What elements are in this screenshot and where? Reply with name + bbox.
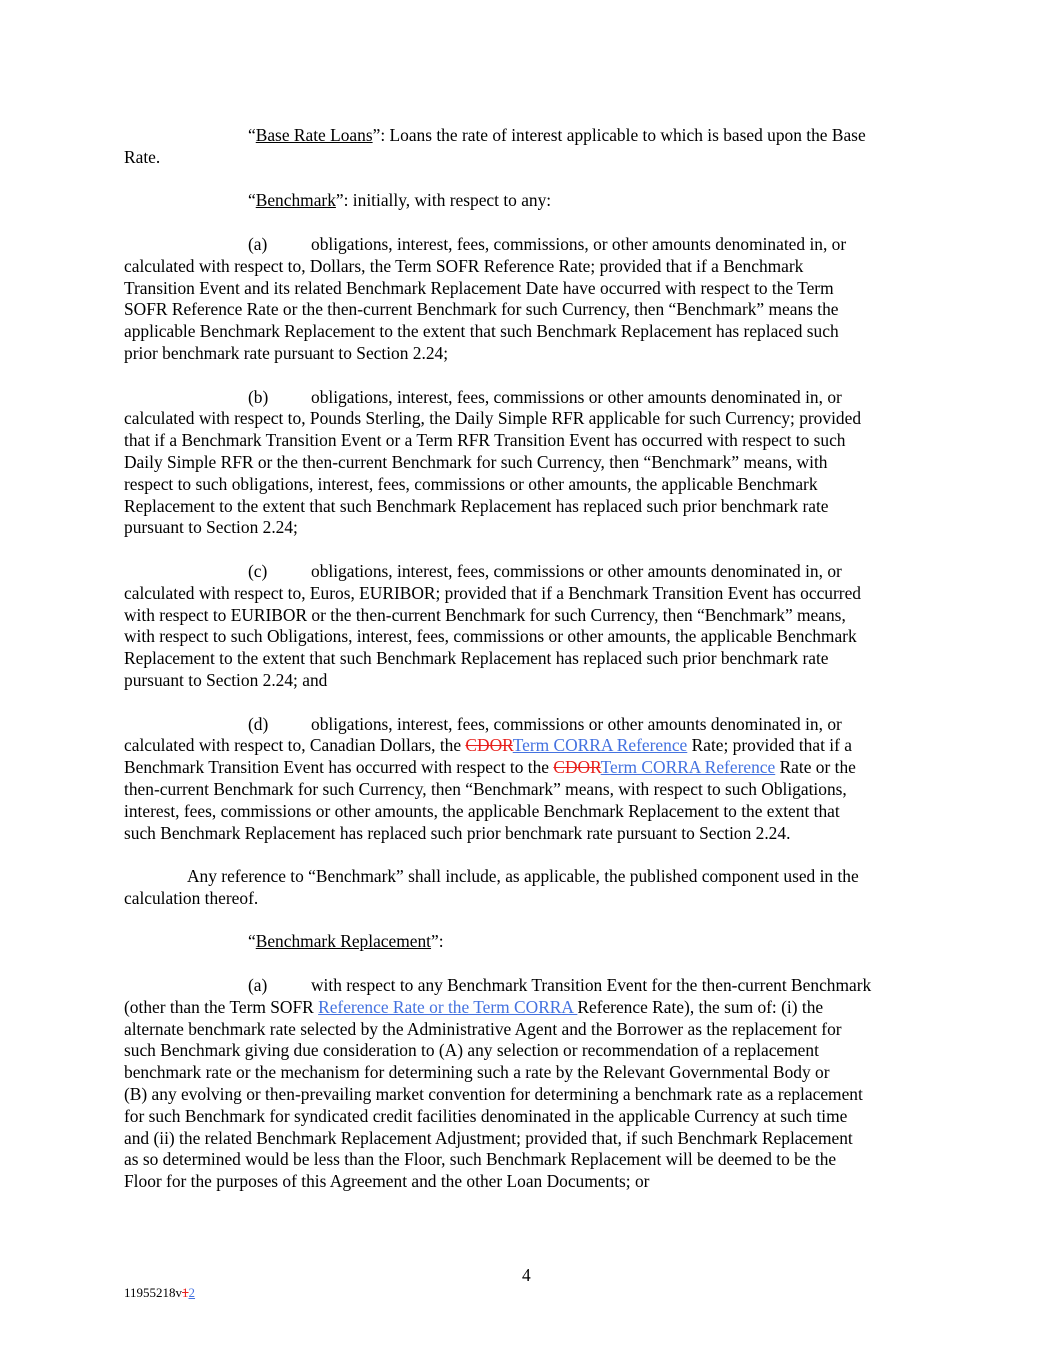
text-line (124, 299, 944, 321)
text-line (124, 256, 944, 278)
text-line (124, 387, 944, 409)
text: obligations, interest, fees, commissions or other amounts denominated in, or (311, 386, 842, 407)
text-line (124, 823, 944, 845)
text: with respect to such Obligations, interest, fees, commissions or other amounts, the applicable Benchmark (124, 626, 857, 647)
text: Rate or the (775, 757, 856, 778)
text-line (124, 626, 944, 648)
text-line (124, 1062, 944, 1084)
page-number: 4 (522, 1265, 531, 1285)
defined-term: Benchmark (255, 190, 336, 211)
text-line (124, 1040, 944, 1062)
text-line (124, 975, 944, 997)
defined-term: Benchmark Replacement (255, 931, 432, 952)
text-line (124, 583, 944, 605)
text: “ (248, 931, 256, 952)
clause-label: (b) (248, 386, 269, 407)
text: pursuant to Section 2.24; (124, 517, 298, 538)
doc-id-inserted: 2 (188, 1285, 196, 1300)
text-line (124, 1171, 944, 1193)
text: obligations, interest, fees, commissions, or other amounts denominated in, or (311, 233, 847, 254)
document-body (124, 125, 944, 1215)
definition-paragraph (124, 125, 944, 169)
clause-label: (a) (248, 975, 268, 996)
text-line (124, 1106, 944, 1128)
text: calculated with respect to, Dollars, the Term SOFR Reference Rate; provided that if a Benchmark (124, 255, 804, 276)
text-line (124, 931, 944, 953)
text: for such Benchmark for syndicated credit facilities denominated in the applicable Currency at such time (124, 1105, 848, 1126)
text: calculated with respect to, Euros, EURIBOR; provided that if a Benchmark Transition Event has occurred (124, 582, 861, 603)
text: calculation thereof. (124, 887, 259, 908)
text: that if a Benchmark Transition Event or a Term RFR Transition Event has occurred with respect to such (124, 430, 846, 451)
text-line (124, 343, 944, 365)
text-line (124, 147, 944, 169)
clause-paragraph (124, 714, 944, 845)
text-line (124, 496, 944, 518)
text: Reference Rate), the sum of: (i) the (577, 996, 824, 1017)
text: prior benchmark rate pursuant to Section 2.24; (124, 342, 449, 363)
text: ”: initially, with respect to any: (335, 190, 552, 211)
clause-paragraph (124, 975, 944, 1193)
text-line (124, 1084, 944, 1106)
text-line (124, 278, 944, 300)
text: “ (248, 190, 256, 211)
text: (B) any evolving or then-prevailing market convention for determining a benchmark rate as a replacement (124, 1084, 863, 1105)
text: ”: Loans the rate of interest applicable to which is based upon the Base (372, 125, 866, 145)
text: Transition Event and its related Benchmark Replacement Date have occurred with respect to the Term (124, 277, 834, 298)
text: Replacement to the extent that such Benchmark Replacement has replaced such prior benchmark rate (124, 648, 829, 669)
text: with respect to EURIBOR or the then-current Benchmark for such Currency, then “Benchmark” means, (124, 604, 846, 625)
text-line (124, 866, 944, 888)
defined-term: Base Rate Loans (255, 125, 373, 145)
text-line (124, 321, 944, 343)
text: obligations, interest, fees, commissions or other amounts denominated in, or (311, 713, 842, 734)
clause-label: (a) (248, 233, 268, 254)
definition-paragraph (124, 190, 944, 212)
text-line (124, 714, 944, 736)
inserted-text: Term CORRA Reference (512, 735, 688, 756)
text-line (124, 452, 944, 474)
text: with respect to any Benchmark Transition Event for the then-current Benchmark (311, 975, 872, 996)
text-line (124, 474, 944, 496)
text: Floor for the purposes of this Agreement and the other Loan Documents; or (124, 1171, 650, 1192)
text: benchmark rate or the mechanism for determining such a rate by the Relevant Governmental Body or (124, 1062, 830, 1083)
text: Replacement to the extent that such Benchmark Replacement has replaced such prior benchmark rate (124, 495, 829, 516)
text: and (ii) the related Benchmark Replacement Adjustment; provided that, if such Benchmark Replacement (124, 1127, 853, 1148)
text: alternate benchmark rate selected by the Administrative Agent and the Borrower as the replacement for (124, 1018, 842, 1039)
body-paragraph (124, 866, 944, 910)
text: calculated with respect to, Pounds Sterling, the Daily Simple RFR applicable for such Currency; provided (124, 408, 862, 429)
text: such Benchmark Replacement has replaced such prior benchmark rate pursuant to Section 2.24. (124, 822, 791, 843)
inserted-text: Term CORRA Reference (600, 757, 776, 778)
text-line (124, 234, 944, 256)
text: applicable Benchmark Replacement to the extent that such Benchmark Replacement has replaced such (124, 321, 839, 342)
text: Daily Simple RFR or the then-current Benchmark for such Currency, then “Benchmark” means, with (124, 451, 828, 472)
doc-id-deleted: 1 (182, 1285, 189, 1300)
text: SOFR Reference Rate or the then-current Benchmark for such Currency, then “Benchmark” means the (124, 299, 839, 320)
inserted-text: Reference Rate or the Term CORRA (318, 996, 578, 1017)
text-line (124, 430, 944, 452)
text: then-current Benchmark for such Currency, then “Benchmark” means, with respect to such Obligations, (124, 778, 847, 799)
text: obligations, interest, fees, commissions or other amounts denominated in, or (311, 560, 842, 581)
doc-id-text: 11955218v (124, 1285, 183, 1300)
deleted-text: CDOR (553, 757, 601, 778)
text: ”: (431, 931, 444, 952)
text: such Benchmark giving due consideration to (A) any selection or recommendation of a replacement (124, 1040, 819, 1061)
text-line (124, 648, 944, 670)
text: interest, fees, commissions or other amounts, the applicable Benchmark Replacement to the extent that (124, 800, 840, 821)
text: pursuant to Section 2.24; and (124, 669, 328, 690)
text-line (124, 735, 944, 757)
text: Benchmark Transition Event has occurred with respect to the (124, 757, 554, 778)
text: calculated with respect to, Canadian Dollars, the (124, 735, 466, 756)
clause-label: (d) (248, 713, 269, 734)
clause-paragraph (124, 387, 944, 540)
text-line (124, 517, 944, 539)
clause-label: (c) (248, 560, 268, 581)
text: respect to such obligations, interest, fees, commissions or other amounts, the applicable Benchmark (124, 473, 818, 494)
text-line (124, 408, 944, 430)
text-line (124, 561, 944, 583)
text: (other than the Term SOFR (124, 996, 319, 1017)
clause-paragraph (124, 234, 944, 365)
text: Rate. (124, 146, 161, 167)
text-line (124, 670, 944, 692)
deleted-text: CDOR (465, 735, 513, 756)
text-line (124, 779, 944, 801)
text-line (124, 125, 944, 147)
text-line (124, 1149, 944, 1171)
text-line (124, 1019, 944, 1041)
document-id (124, 1285, 195, 1301)
text-line (124, 801, 944, 823)
text-line (124, 888, 944, 910)
text: as so determined would be less than the Floor, such Benchmark Replacement will be deemed to be the (124, 1149, 837, 1170)
text-line (124, 997, 944, 1019)
text: Any reference to “Benchmark” shall include, as applicable, the published component used in the (187, 866, 859, 887)
text-line (124, 605, 944, 627)
text: “ (248, 125, 256, 145)
text-line (124, 1128, 944, 1150)
clause-paragraph (124, 561, 944, 692)
text-line (124, 757, 944, 779)
text: Rate; provided that if a (687, 735, 852, 756)
text-line (124, 190, 944, 212)
definition-paragraph (124, 931, 944, 953)
